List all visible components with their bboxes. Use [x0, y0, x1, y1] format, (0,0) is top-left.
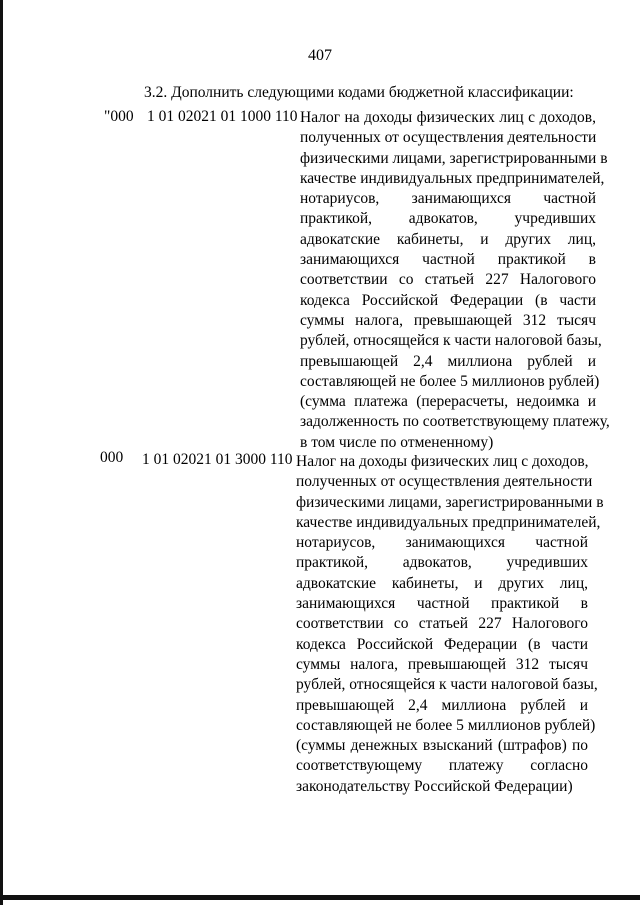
description-line: суммы налога, превышающей 312 тысяч [296, 655, 588, 673]
description-line: превышающей 2,4 миллиона рублей и [296, 696, 588, 714]
description-line: Налог на доходы физических лиц с доходов, [296, 453, 589, 470]
description-line: соответствии со статьей 227 Налогового [300, 271, 596, 289]
description-line: рублей, относящейся к части налоговой базы, [300, 332, 602, 350]
description-line: задолженность по соответствующему платежу, [300, 413, 610, 431]
description-line: составляющей не более 5 миллионов рублей) [300, 372, 600, 390]
scan-left-border [0, 0, 3, 905]
description-line: (суммы денежных взысканий (штрафов) по [296, 737, 588, 755]
description-line: законодательству Российской Федерации) [296, 777, 573, 795]
description-line: практикой, адвокатов, учредивших [300, 210, 596, 228]
entry-prefix: 000 [100, 449, 124, 466]
description-line: физическими лицами, зарегистрированными в [300, 149, 608, 167]
description-line: качестве индивидуальных предпринимателей, [300, 169, 605, 187]
entry-description [296, 452, 604, 797]
description-line: соответствующему платежу согласно [296, 757, 588, 775]
entry-code: 1 01 02021 01 3000 110 [142, 451, 293, 468]
description-line: кодекса Российской Федерации (в части [300, 291, 596, 309]
description-line: суммы налога, превышающей 312 тысяч [300, 311, 596, 329]
entry-description [300, 108, 610, 453]
description-line: в том числе по отмененному) [300, 433, 494, 451]
description-line: кодекса Российской Федерации (в части [296, 635, 588, 653]
description-line: занимающихся частной практикой в [300, 251, 596, 269]
description-line: адвокатские кабинеты, и других лиц, [300, 230, 596, 248]
entry-code: 1 01 02021 01 1000 110 [147, 108, 298, 125]
entry-prefix: "000 [104, 108, 134, 125]
page-number: 407 [308, 47, 332, 64]
description-line: соответствии со статьей 227 Налогового [296, 615, 588, 633]
description-line: составляющей не более 5 миллионов рублей) [296, 716, 596, 734]
description-line: рублей, относящейся к части налоговой базы, [296, 676, 598, 694]
description-line: нотариусов, занимающихся частной [300, 190, 596, 208]
section-heading: 3.2. Дополнить следующими кодами бюджетной классификации: [144, 84, 574, 101]
description-line: нотариусов, занимающихся частной [296, 534, 588, 552]
description-line: практикой, адвокатов, учредивших [296, 554, 588, 572]
description-line: качестве индивидуальных предпринимателей, [296, 513, 601, 531]
scan-bottom-border [0, 895, 640, 900]
description-line: (сумма платежа (перерасчеты, недоимка и [300, 393, 596, 411]
description-line: Налог на доходы физических лиц с доходов, [300, 109, 596, 126]
description-line: занимающихся частной практикой в [296, 595, 588, 613]
description-line: физическими лицами, зарегистрированными в [296, 493, 604, 511]
description-line: адвокатские кабинеты, и других лиц, [296, 574, 588, 592]
description-line: полученных от осуществления деятельности [296, 473, 593, 491]
description-line: превышающей 2,4 миллиона рублей и [300, 352, 596, 370]
description-line: полученных от осуществления деятельности [300, 129, 597, 147]
